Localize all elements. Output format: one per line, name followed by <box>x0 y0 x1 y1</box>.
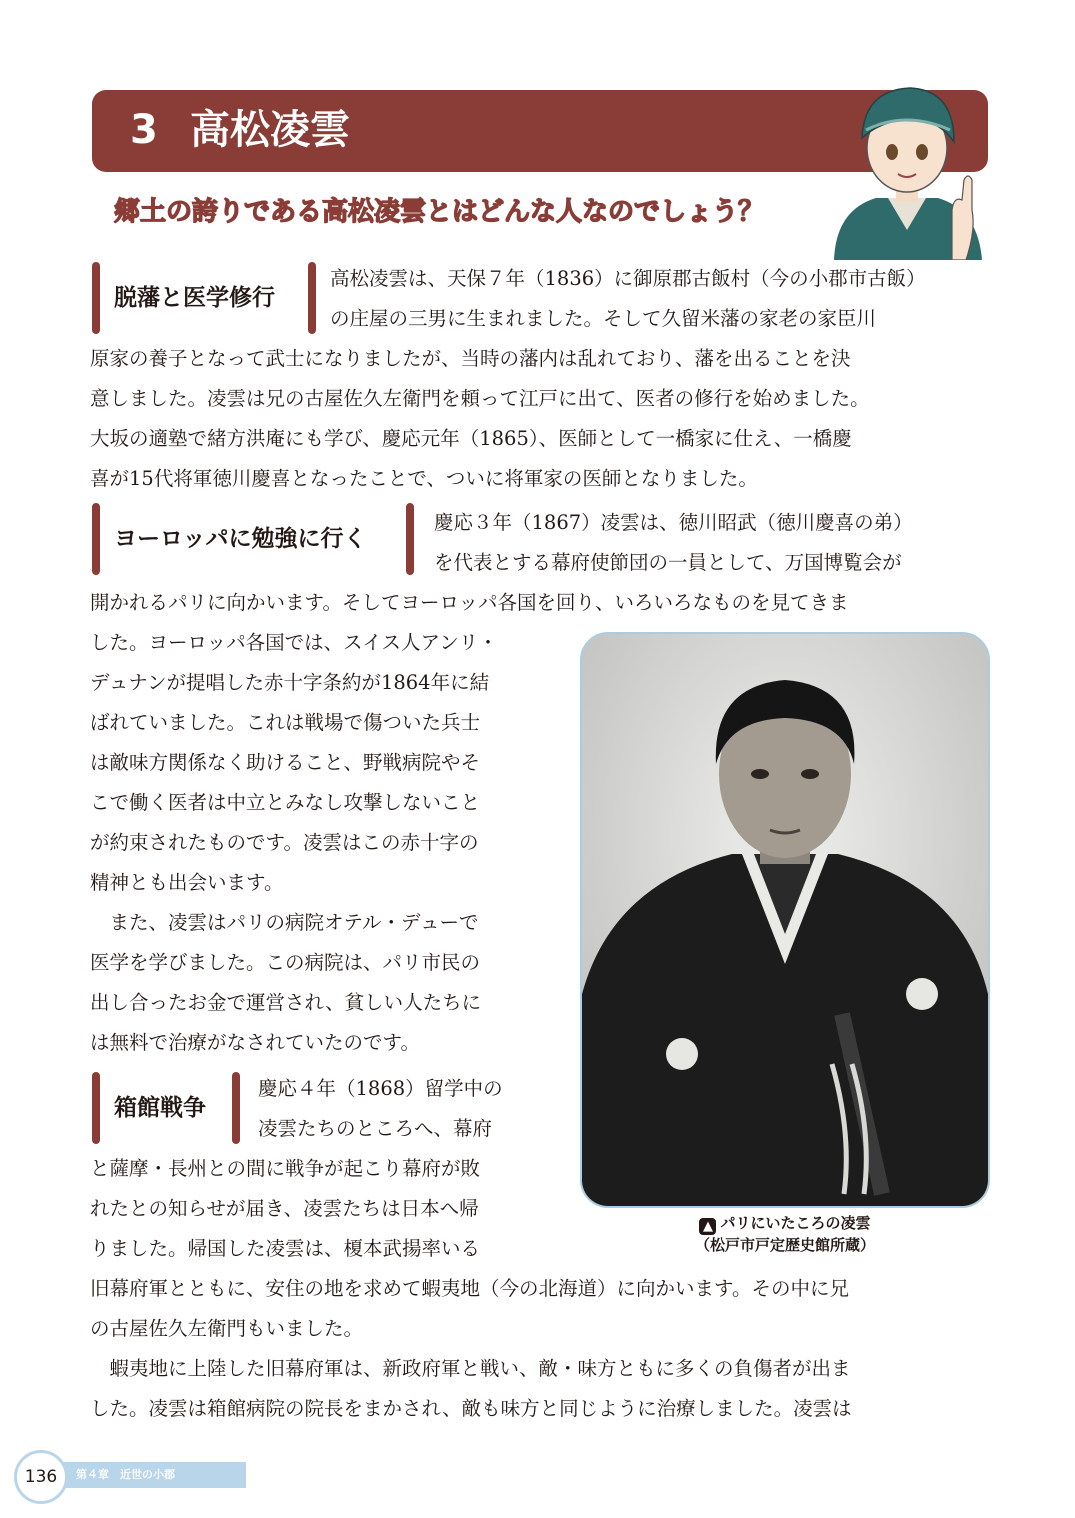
body-line: 蝦夷地に上陸した旧幕府軍は、新政府軍と戦い、敵・味方ともに多くの負傷者が出ま <box>90 1357 851 1380</box>
page-number: 136 <box>14 1450 68 1504</box>
section-title: 高松凌雲 <box>190 107 350 153</box>
body-line: 凌雲たちのところへ、幕府 <box>258 1117 493 1140</box>
body-line: また、凌雲はパリの病院オテル・デューで <box>90 911 479 934</box>
heading-bar-left <box>92 503 100 575</box>
heading-bar-right <box>308 262 316 334</box>
chapter-label: 第４章 近世の小郡 <box>76 1468 175 1481</box>
heading-hakodate <box>92 1072 240 1144</box>
body-line: 原家の養子となって武士になりましたが、当時の藩内は乱れており、藩を出ることを決 <box>90 347 851 370</box>
body-line: の古屋佐久左衛門もいました。 <box>90 1317 364 1340</box>
body-line: 喜が15代将軍徳川慶喜となったことで、ついに将軍家の医師となりました。 <box>90 467 758 490</box>
body-line: 精神とも出会います。 <box>90 871 284 894</box>
body-line: デュナンが提唱した赤十字条約が1864年に結 <box>90 671 490 694</box>
heading-bar-right <box>232 1072 240 1144</box>
photo-caption-source: （松戸市戸定歴史館所蔵） <box>694 1236 875 1254</box>
heading-dappan <box>92 262 316 334</box>
body-line: れたとの知らせが届き、凌雲たちは日本へ帰 <box>90 1197 479 1220</box>
body-line: が約束されたものです。凌雲はこの赤十字の <box>90 831 479 854</box>
photo-caption-title <box>580 1212 990 1235</box>
body-line: りました。帰国した凌雲は、榎本武揚率いる <box>90 1237 481 1260</box>
boy-character-illustration-icon <box>826 60 988 260</box>
body-line: を代表とする幕府使節団の一員として、万国博覧会が <box>434 551 902 574</box>
body-line: 意しました。凌雲は兄の古屋佐久左衛門を頼って江戸に出て、医者の修行を始めました。 <box>90 387 870 410</box>
body-line: こで働く医者は中立とみなし攻撃しないこと <box>90 791 481 814</box>
body-line: 慶応４年（1868）留学中の <box>258 1077 503 1100</box>
body-line: 大坂の適塾で緒方洪庵にも学び、慶応元年（1865）、医師として一橋家に仕え、一橋慶 <box>90 427 852 450</box>
heading-text: 箱館戦争 <box>114 1095 206 1121</box>
heading-bar-left <box>92 1072 100 1144</box>
body-line: ばれていました。これは戦場で傷ついた兵士 <box>90 711 481 734</box>
up-arrow-icon: ▲ <box>699 1218 716 1235</box>
subtitle: 郷土の誇りである高松凌雲とはどんな人なのでしょう？ <box>114 197 765 227</box>
caption-title-text: パリにいたころの凌雲 <box>720 1214 871 1232</box>
body-line: した。凌雲は箱館病院の院長をまかされ、敵も味方と同じように治療しました。凌雲は <box>90 1397 852 1420</box>
body-line: した。ヨーロッパ各国では、スイス人アンリ・ <box>90 631 498 654</box>
body-line: 医学を学びました。この病院は、パリ市民の <box>90 951 481 974</box>
body-line: と薩摩・長州との間に戦争が起こり幕府が敗 <box>90 1157 481 1180</box>
body-line: 旧幕府軍とともに、安住の地を求めて蝦夷地（今の北海道）に向かいます。その中に兄 <box>90 1277 849 1300</box>
body-line: は無料で治療がなされていたのです。 <box>90 1031 420 1054</box>
body-line: 慶応３年（1867）凌雲は、徳川昭武（徳川慶喜の弟） <box>434 511 913 534</box>
heading-bar-right <box>406 503 414 575</box>
portrait-photo <box>580 632 990 1208</box>
body-line: 出し合ったお金で運営され、貧しい人たちに <box>90 991 482 1014</box>
body-line: 高松凌雲は、天保７年（1836）に御原郡古飯村（今の小郡市古飯） <box>330 267 926 290</box>
body-line: は敵味方関係なく助けること、野戦病院やそ <box>90 751 481 774</box>
heading-text: 脱藩と医学修行 <box>114 285 275 311</box>
heading-bar-left <box>92 262 100 334</box>
heading-text: ヨーロッパに勉強に行く <box>114 526 367 552</box>
heading-europe <box>92 503 414 575</box>
section-number: 3 <box>130 107 158 153</box>
body-line: の庄屋の三男に生まれました。そして久留米藩の家老の家臣川 <box>330 307 877 330</box>
body-line: 開かれるパリに向かいます。そしてヨーロッパ各国を回り、いろいろなものを見てきま <box>90 591 849 614</box>
portrait-photo-icon <box>582 634 988 1206</box>
